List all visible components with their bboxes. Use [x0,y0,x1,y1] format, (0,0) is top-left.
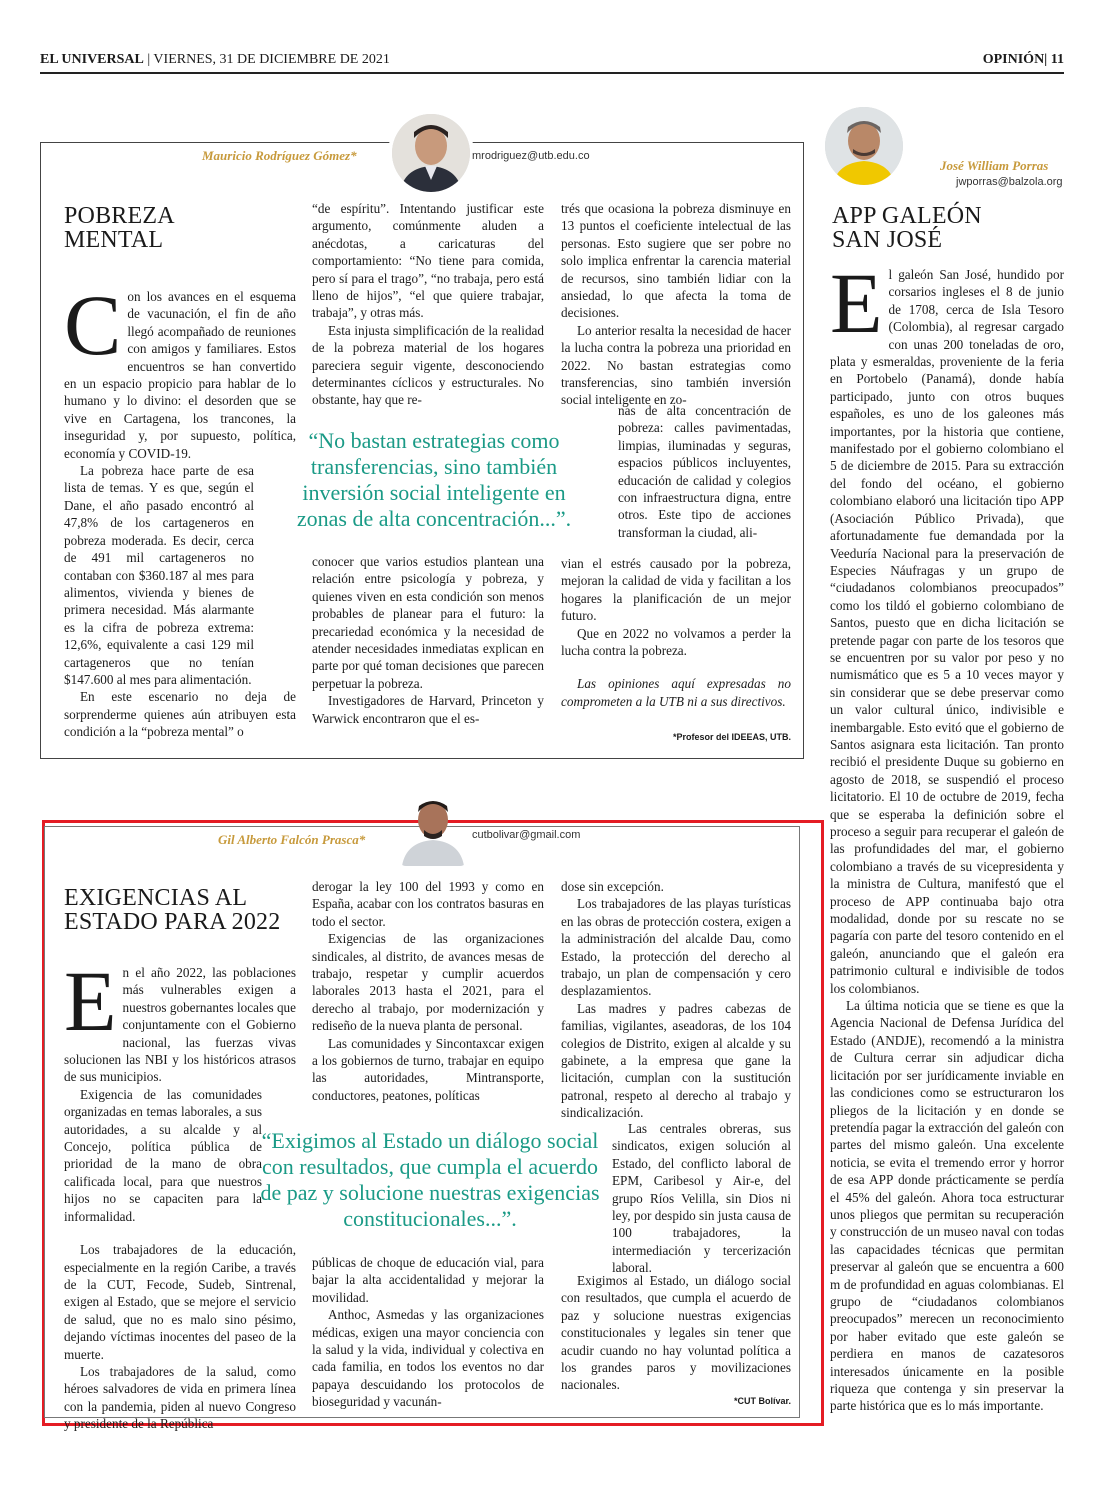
header-rule [40,72,1064,74]
article-column-3-wrap: nas de alta concentración de pobreza: calles pavimentadas, limpias, iluminadas y seguras, espacios públicos incluyentes, educación de calidad y colegios con infraestructura digna, entre otros. Este tipo de acciones transforman la ciudad, ali- [618,403,791,540]
author-name: Gil Alberto Falcón Prasca* [218,832,366,847]
article-column-2: “de espíritu”. Intentando justificar este argumento, comúnmente aluden a anécdotas, a caricaturas del comportamiento: “No tiene para comida, pero sí para el trago”, “no trabaja, pero está lleno de hijos”, “el que quiere trabajar, trabaja”, y otras más. Esta injusta simplificación de la realidad de la pobreza material de los hogares pareciera seguir vigente, desconociendo determinantes cíclicos y estructurales. No obstante, hay que re- [312,201,544,408]
article-title: APP GALEÓN SAN JOSÉ [832,203,982,253]
article-column-3: trés que ocasiona la pobreza disminuye en 13 puntos el coeficiente intelectual de las personas. Esto sugiere que ser pobre no solo implica enfrentar la carencia material de recursos, sino también lidiar con la ansiedad, lo que afecta la toma de decisiones. Lo anterior resalta la necesidad de hacer la lucha contra la pobreza una prioridad en 2022. No bastan estrategias como transferencias, sino también inversión social inteligente en zo- [561,201,791,408]
article-column-3-wrap: Las centrales obreras, sus sindicatos, exigen solución al Estado, del conflicto laboral de EPM, Caribesol y Air-e, del grupo Ríos Velilla, sin Dios ni ley, por despido sin justa causa de 100 trabajadores, la intermediación y tercerización laboral. [612,1121,791,1276]
article-column-3-continued: vian el estrés causado por la pobreza, mejoran la calidad de vida y facilitan a los hogares la planificación de un mejor futuro. Que en 2022 no volvamos a perder la lucha contra la pobreza. Las opiniones aquí expresadas no comprometen a la UTB ni a sus directivos. [561,556,791,709]
page-header [40,52,1064,72]
author-photo-gil [398,790,468,866]
article-column-1: En el año 2022, las poblaciones más vulnerables exigen a nuestros gobernantes locales que conjuntamente con el Gobierno nacional, las fuerzas vivas solucionen las NBI y los históricos atrasos de sus municipios. Exigencia de las comunidades organizadas en temas laborales, a sus autoridades, a su alcalde y al Concejo, política pública de prioridad de la mano de obra calificada local, para que nuestros hijos no se capaciten para la informalidad. Los trabajadores de la educación, especialmente en la región Caribe, a través de la CUT, Fecode, Sudeb, Sintrenal, exigen al Estado, que se mejore el servicio de salud, que no es malo sino pésimo, dejando víctimas inocentes del paseo de la muerte. Los trabajadores de la salud, como héroes salvadores de vida en primera línea con la pandemia, piden al nuevo Congreso y presidente de la República [64,953,296,1432]
article-title: POBREZA MENTAL [64,203,175,253]
article-column-3-continued: Exigimos al Estado, un diálogo social con resultados, que cumpla el acuerdo de paz y solucione nuestras exigencias constitucionales y legales sin tener que acudir cuando no hay voluntad política a los grandes paros y movilizaciones nacionales. [561,1273,791,1393]
author-email[interactable]: mrodriguez@utb.edu.co [472,150,590,162]
article-column: El galeón San José, hundido por corsarios ingleses el 8 de junio de 1708, cerca de Isla Tesoro (Colombia), al regresar cargado con unas 200 toneladas de oro, plata y esmeraldas, proveniente de la feria en Portobelo (Panamá), donde había participado, junto con otros buques españoles, es uno de los galeones más importantes, por la historia que contiene, manifestado por el gobierno colombiano el 5 de diciembre de 2015. Para su extracción del fondo del océano, el gobierno colombiano elaboró una licitación tipo APP (Asociación Público Privada), que afortunadamente fue demandada por la Veeduría Nacional para la preservación de Especies Náufragas y un grupo de “ciudadanos colombianos preocupados” como los tildó el gobierno colombiano de Santos, puesto que en dicha licitación se pretende pagar con parte de los tesoros que se encuentren por su valor por peso y no numismático que es 5 a 10 veces mayor y sin considerar que se debe preservar como un valor cultural único, indivisible e inembargable. Esto evitó que el gobierno de Santos asignara esta licitación. Tan pronto recibió el presidente Duque su gobierno en agosto de 2018, se suspendió el proceso licitatorio. El 10 de octubre de 2019, fecha que se esperaba la definición sobre el proceso a seguir para recuperar el galeón de las profundidades del mar, el gobierno colombiano a través de su vicepresidenta y la ministra de Cultura, manifestó que el proceso de APP continuaba bajo otra modalidad, donde por su rescate no se pagaría con parte del tesoro contenido en el galeón, anunciando que el galeón era patrimonio cultural e indivisible de todos los colombianos. La última noticia que se tiene es que la Agencia Nacional de Defensa Jurídica del Estado (ANDJE), recomendó a la ministra de Cultura cerrar sin adjudicar dicha licitación por ser jurídicamente inviable en las condiciones como se estructuraron los pliegos de la licitación y en donde se pretendía pagar la extracción del galeón con partes del mismo galeón. Una excelente noticia, se evita el tremendo error y horror de esa APP donde prácticamente se perdía el 45% del galeón. Ahora toca estructurar unos pliegos que permitan su recuperación y construcción de un museo naval con todas las capacidades técnicas que permitan preservar al galeón que se encuentra a 600 m de profundidad en aguas colombianas. El grupo de “ciudadanos colombianos preocupados” merecen un reconocimiento por haber evitado que este galeón se perdiera en manos de cazatesoros interesados únicamente en la posible riqueza que contenga y sin preservar la parte histórica que es lo más importante. [830,255,1064,1414]
section-name: OPINIÓN| [982,52,1048,67]
article-column-2-continued: públicas de choque de educación vial, para bajar la alta accidentalidad y mejorar la movilidad. Anthoc, Asmedas y las organizaciones médicas, exigen una mayor conciencia con la salud y la vida, individual y colectiva en cada familia, en todos los eventos no dar papaya descuidando los protocolos de bioseguridad y vacunán- [312,1255,544,1410]
author-email[interactable]: jwporras@balzola.org [956,176,1063,188]
drop-cap: E [64,953,117,1049]
pull-quote: “No bastan estrategias como transferencias, sino también inversión social inteligente en zonas de alta concentración...”. [296,428,572,531]
article-column-1: Con los avances en el esquema de vacunación, el fin de año llegó acompañado de reuniones con amigos y familiares. Estos encuentros se han convertido en un espacio propicio para hablar de lo humano y lo divino: el desorden que se vive en Cartagena, los trancones, la inseguridad y, por supuesto, política, economía y COVID-19. La pobreza hace parte de esa lista de temas. Y es que, según el Dane, el año pasado encontró al 47,8% de los cartageneros en pobreza moderada. Es decir, cerca de 491 mil cartageneros no contaban con $360.187 al mes para alimentos, vivienda y bienes de primera necesidad. Más alarmante es la cifra de pobreza extrema: 12,6%, equivalente a casi 129 mil cartageneros que no tenían $147.600 al mes para alimentación. En este escenario no deja de sorprenderme quienes aún atribuyen esta condición a la “pobreza mental” o [64,277,296,740]
page-number: 11 [1050,52,1064,67]
author-photo-jose [822,104,906,188]
article-title: EXIGENCIAS AL ESTADO PARA 2022 [64,885,281,935]
author-footnote: *Profesor del IDEEAS, UTB. [672,732,791,742]
issue-date: | VIERNES, 31 DE DICIEMBRE DE 2021 [147,52,390,67]
author-photo-mauricio [388,110,474,196]
article-column-2: derogar la ley 100 del 1993 y como en España, acabar con los contratos basuras en todo el sector. Exigencias de las organizaciones sindicales, al distrito, de avances mesas de trabajo, respetar y cumplir acuerdos laborales 2013 hasta el 2021, para el derecho al trabajo, por modernización y rediseño de la nueva planta de personal. Las comunidades y Sincontaxcar exigen a los gobiernos de turno, trabajar en equipo las autoridades, Mintransporte, conductores, peatones, políticas [312,879,544,1103]
drop-cap: C [64,277,122,373]
author-footnote: *CUT Bolívar. [733,1396,791,1406]
pull-quote: “Exigimos al Estado un diálogo social con resultados, que cumpla el acuerdo de paz y solucione nuestras exigencias constitucionales...”. [260,1128,600,1231]
article-column-3: dose sin excepción. Los trabajadores de las playas turísticas en las obras de protección costera, exigen a la administración del alcalde Dau, como Estado, la protección del derecho al trabajo, un plan de compensación y cero desplazamientos. Las madres y padres cabezas de familias, vigilantes, aseadoras, de los 104 colegios de Distrito, exigen al alcalde y su gabinete, a la empresa que gane la licitación, cumplan con la sustitución patronal, respeto al derecho al trabajo y sindicalización. [561,879,791,1121]
author-email[interactable]: cutbolivar@gmail.com [472,829,581,841]
newspaper-name: EL UNIVERSAL [40,52,144,67]
disclaimer: Las opiniones aquí expresadas no comprometen a la UTB ni a sus directivos. [561,676,791,709]
author-name: Mauricio Rodríguez Gómez* [202,148,357,163]
article-column-2-continued: conocer que varios estudios plantean una relación entre psicología y pobreza, y quienes viven en esta condición son menos probables de planear para el futuro: la precariedad económica y la necesidad de atender necesidades inmediatas explican en parte por qué toman decisiones que parecen perpetuar la pobreza. Investigadores de Harvard, Princeton y Warwick encontraron que el es- [312,554,544,726]
author-name: José William Porras [940,158,1049,173]
drop-cap: E [830,255,883,351]
